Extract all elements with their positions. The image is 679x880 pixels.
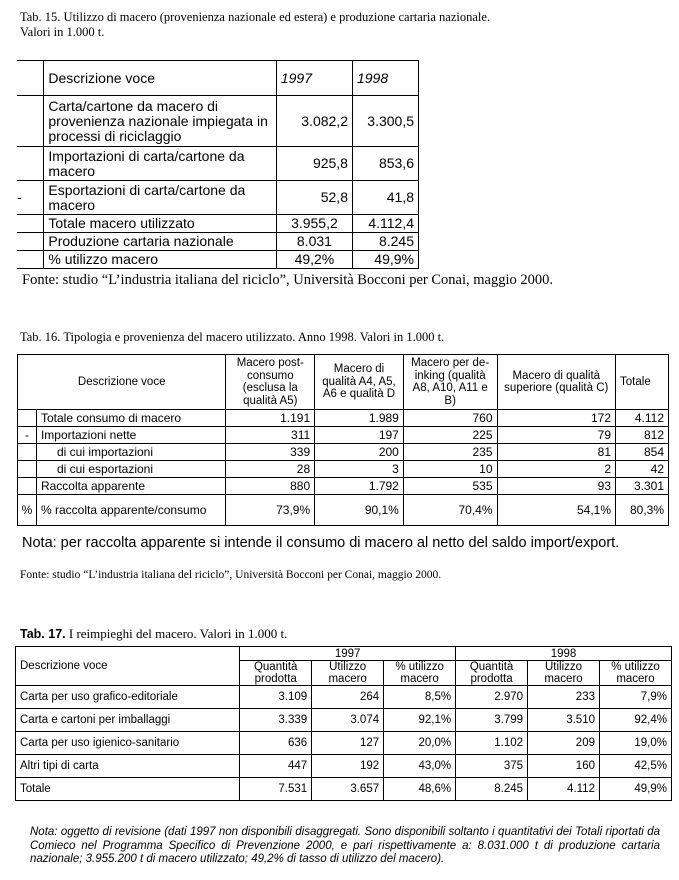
column-header-quantita-1998: Quantità prodotta [456,661,528,686]
cell-value: 79 [497,427,616,444]
table-row [18,410,669,427]
value-1998: 8.245 [352,233,418,251]
column-header-1997: 1997 [276,61,352,96]
row-label: Carta e cartoni per imballaggi [16,709,240,732]
cell-value: 225 [403,427,497,444]
row-marker [18,478,37,495]
tab16-table [17,354,669,526]
cell-value: 4.112 [616,410,669,427]
table-row [16,709,672,732]
cell-value: 49,9% [599,778,671,801]
column-header-description: Descrizione voce [18,355,226,410]
cell-value: 4.112 [528,778,600,801]
column-header-post-consumo: Macero post-consumo (esclusa la qualità A5) [226,355,315,410]
row-label: % raccolta apparente/consumo [36,495,225,526]
cell-value: 1.792 [315,478,404,495]
row-marker [18,410,37,427]
row-label: Produzione cartaria nazionale [44,233,276,251]
cell-value: 3 [315,461,404,478]
table-row [17,147,419,181]
value-1997: 52,8 [276,181,352,215]
row-marker [18,461,37,478]
table-row [18,478,669,495]
value-1998: 3.300,5 [352,96,418,147]
cell-value: 3.301 [616,478,669,495]
value-1997: 49,2% [276,251,352,269]
row-marker [17,251,44,269]
cell-value: 92,4% [599,709,671,732]
column-header-pct-1998: % utilizzo macero [599,661,671,686]
cell-value: 535 [403,478,497,495]
cell-value: 42 [616,461,669,478]
row-label: Altri tipi di carta [16,755,240,778]
cell-value: 81 [497,444,616,461]
cell-value: 3.074 [312,709,384,732]
table-row [17,215,419,233]
cell-value: 8,5% [384,686,456,709]
row-label: % utilizzo macero [44,251,276,269]
tab15-source: Fonte: studio “L’industria italiana del riciclo”, Università Bocconi per Conai, maggio 2000. [22,272,554,288]
row-label: Carta per uso grafico-editoriale [16,686,240,709]
table-row [18,444,669,461]
cell-value: 54,1% [497,495,616,526]
table-row [17,181,419,215]
cell-value: 48,6% [384,778,456,801]
cell-value: 172 [497,410,616,427]
tab15-header-row [17,61,419,96]
cell-value: 28 [226,461,315,478]
column-header-totale: Totale [616,355,669,410]
table-row [16,732,672,755]
tab17-note: Nota: oggetto di revisione (dati 1997 non disponibili disaggregati. Sono disponibili soltanto i quantitativi dei Totali riportati da Comieco nel Programma Specifico di Prevenzione 2000, e pari rispettivamente a: 8.031.000 t di produzione cartaria nazionale; 3.955.200 t di macero utilizzato; 49,2% di tasso di utilizzo del macero). [30,826,660,865]
cell-value: 3.109 [240,686,312,709]
table-row [17,96,419,147]
cell-value: 812 [616,427,669,444]
cell-value: 80,3% [616,495,669,526]
cell-value: 339 [226,444,315,461]
tab16-title: Tab. 16. Tipologia e provenienza del macero utilizzato. Anno 1998. Valori in 1.000 t. [20,330,445,344]
cell-value: 192 [312,755,384,778]
cell-value: 7,9% [599,686,671,709]
tab15-table [17,60,419,269]
value-1998: 4.112,4 [352,215,418,233]
value-1997: 3.082,2 [276,96,352,147]
row-marker: - [17,181,44,215]
row-marker: % [18,495,37,526]
cell-value: 375 [456,755,528,778]
row-marker [17,233,44,251]
tab17-year-header-row [16,647,672,661]
tab15-units: Valori in 1.000 t. [20,25,105,39]
column-header-qualita-a4: Macero di qualità A4, A5, A6 e qualità D [315,355,404,410]
cell-value: 235 [403,444,497,461]
tab16-note: Nota: per raccolta apparente si intende il consumo di macero al netto del saldo import/export. [22,535,620,551]
cell-value: 70,4% [403,495,497,526]
value-1998: 853,6 [352,147,418,181]
tab16-header-row [18,355,669,410]
column-header-quantita-1997: Quantità prodotta [240,661,312,686]
cell-value: 2 [497,461,616,478]
cell-value: 233 [528,686,600,709]
tab17-title-prefix: Tab. 17. [20,627,66,641]
column-header-1998: 1998 [352,61,418,96]
row-marker [18,444,37,461]
cell-value: 1.989 [315,410,404,427]
cell-value: 311 [226,427,315,444]
cell-value: 7.531 [240,778,312,801]
table-row [17,251,419,269]
cell-value: 20,0% [384,732,456,755]
cell-value: 43,0% [384,755,456,778]
cell-value: 760 [403,410,497,427]
tab17-title [20,626,287,642]
tab17-table [15,646,672,801]
row-label: Totale consumo di macero [36,410,225,427]
cell-value: 93 [497,478,616,495]
cell-value: 2.970 [456,686,528,709]
cell-value: 209 [528,732,600,755]
row-label: Totale [16,778,240,801]
cell-value: 854 [616,444,669,461]
cell-value: 200 [315,444,404,461]
value-1997: 8.031 [276,233,352,251]
cell-value: 19,0% [599,732,671,755]
cell-value: 92,1% [384,709,456,732]
table-row [16,686,672,709]
table-row [18,461,669,478]
column-header-de-inking: Macero per de-inking (qualità A8, A10, A11 e B) [403,355,497,410]
cell-value: 264 [312,686,384,709]
column-header-description: Descrizione voce [16,647,240,686]
table-row [16,755,672,778]
cell-value: 3.339 [240,709,312,732]
row-label: di cui esportazioni [36,461,225,478]
value-1997: 3.955,2 [276,215,352,233]
row-marker [17,61,44,96]
column-header-description: Descrizione voce [44,61,276,96]
cell-value: 447 [240,755,312,778]
row-marker: - [18,427,37,444]
cell-value: 3.510 [528,709,600,732]
value-1997: 925,8 [276,147,352,181]
tab15-caption [20,10,490,40]
tab17-title-text: I reimpieghi del macero. Valori in 1.000 t. [65,626,288,641]
column-header-utilizzo-1997: Utilizzo macero [312,661,384,686]
cell-value: 3.657 [312,778,384,801]
row-label: Raccolta apparente [36,478,225,495]
row-marker [17,215,44,233]
row-label: Esportazioni di carta/cartone da macero [44,181,276,215]
column-header-qualita-superiore: Macero di qualità superiore (qualità C) [497,355,616,410]
cell-value: 127 [312,732,384,755]
row-label: di cui importazioni [36,444,225,461]
cell-value: 3.799 [456,709,528,732]
table-row [18,495,669,526]
value-1998: 49,9% [352,251,418,269]
value-1998: 41,8 [352,181,418,215]
cell-value: 42,5% [599,755,671,778]
row-marker [17,96,44,147]
cell-value: 1.102 [456,732,528,755]
row-label: Carta/cartone da macero di provenienza nazionale impiegata in processi di riciclaggio [44,96,276,147]
row-marker [17,147,44,181]
column-header-1998: 1998 [456,647,672,661]
row-label: Importazioni di carta/cartone da macero [44,147,276,181]
cell-value: 10 [403,461,497,478]
column-header-utilizzo-1998: Utilizzo macero [528,661,600,686]
row-label: Importazioni nette [36,427,225,444]
column-header-pct-1997: % utilizzo macero [384,661,456,686]
table-row-total [16,778,672,801]
table-row [17,233,419,251]
tab15-title: Tab. 15. Utilizzo di macero (provenienza nazionale ed estera) e produzione cartaria nazionale. [20,10,491,24]
tab16-source: Fonte: studio “L’industria italiana del riciclo”, Università Bocconi per Conai, maggio 2000. [20,569,442,581]
cell-value: 73,9% [226,495,315,526]
row-label: Carta per uso igienico-sanitario [16,732,240,755]
cell-value: 90,1% [315,495,404,526]
cell-value: 880 [226,478,315,495]
cell-value: 197 [315,427,404,444]
cell-value: 160 [528,755,600,778]
cell-value: 636 [240,732,312,755]
row-label: Totale macero utilizzato [44,215,276,233]
cell-value: 1.191 [226,410,315,427]
cell-value: 8.245 [456,778,528,801]
column-header-1997: 1997 [240,647,456,661]
table-row [18,427,669,444]
